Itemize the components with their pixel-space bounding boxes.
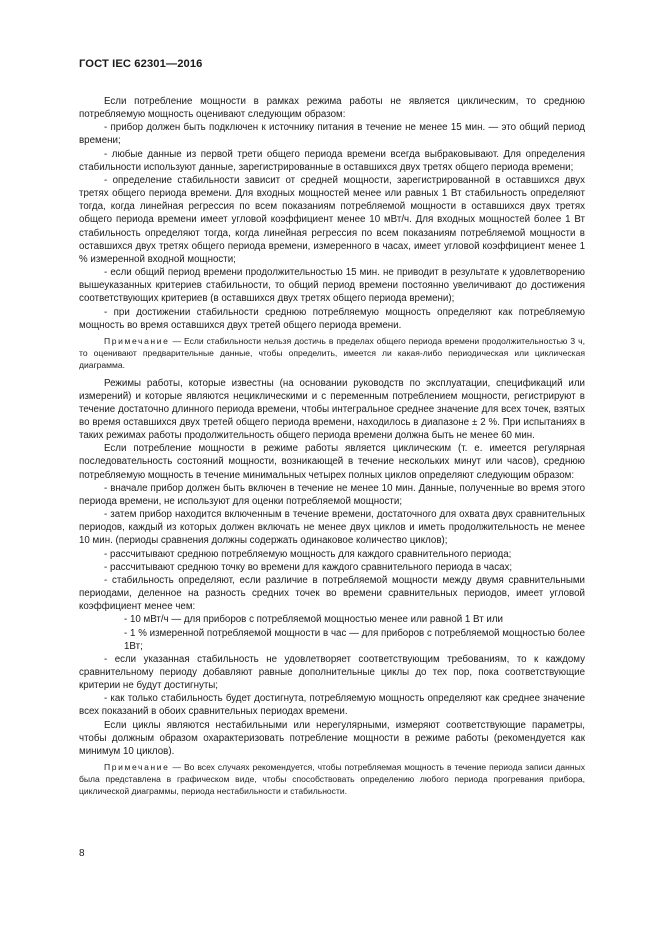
note-text: — Во всех случаях рекомендуется, чтобы потребляемая мощность в течение периода записи данных была представлена в графическом виде, чтобы способствовать определению любого периода прогревания прибора, циклической диаграммы, периода нестабильности и стабильности.: [79, 762, 585, 796]
document-body: [79, 95, 585, 798]
list-item: - рассчитывают среднюю точку во времени для каждого сравнительного периода в часах;: [104, 561, 513, 573]
paragraph: Если потребление мощности в режиме работы является циклическим (т. е. имеется регулярная последовательность состояний мощности, возникающей в течение нескольких минут или часов), среднюю потребляемую мощность в течение минимальных четырех полных циклов определяют следующим образом:: [79, 443, 585, 481]
list-item: - прибор должен быть подключен к источнику питания в течение не менее 15 мин. — это общий период времени;: [79, 122, 585, 147]
note-2: [79, 762, 585, 798]
list-item: - при достижении стабильности среднюю потребляемую мощность определяют как потребляемую мощность во время оставшихся двух третей общего периода времени.: [79, 306, 585, 331]
list-item: - любые данные из первой трети общего периода времени всегда выбраковывают. Для определения стабильности используют данные, зарегистрированные в оставшихся двух третях общего периода времени;: [79, 148, 585, 173]
list-item: - затем прибор находится включенным в течение времени, достаточного для охвата двух сравнительных периодов, каждый из которых должен включать не менее двух циклов и иметь продолжительность не менее 10 мин. (периоды сравнения должны содержать одинаковое количество циклов);: [79, 509, 585, 547]
list-item: - определение стабильности зависит от средней мощности, зарегистрированной в оставшихся двух третях общего периода времени. Для входных мощностей менее или равных 1 Вт стабильность определяют тогда, когда линейная регрессия по всем показаниям потребляемой мощности в оставшихся двух третях общего периода времени имеет угловой коэффициент менее 10 мВт/ч. Для входных мощностей более 1 Вт стабильность определяют тогда, когда линейная регрессия по всем показаниям потребляемой мощности в оставшихся двух третях общего периода времени, измеренного в часах, имеет угловой коэффициент менее 1 % измеренной входной мощности;: [79, 174, 585, 265]
page-number: 8: [79, 848, 85, 859]
note-text: — Если стабильности нельзя достичь в пределах общего периода времени продолжительностью 3 ч, то оценивают предварительные данные, чтобы определить, имеется ли какая-либо периодическая или циклическая диаграмма.: [79, 335, 585, 370]
note-1: [79, 336, 585, 372]
note-label: Примечание: [104, 335, 170, 346]
sub-list-item: - 1 % измеренной потребляемой мощности в час — для приборов с потребляемой мощностью более 1Вт;: [124, 627, 585, 652]
paragraph: Если циклы являются нестабильными или нерегулярными, измеряют соответствующие параметры, чтобы должным образом охарактеризовать потребление мощности в режиме работы (рекомендуется как минимум 10 циклов).: [79, 719, 585, 757]
list-item: - если общий период времени продолжительностью 15 мин. не приводит в результате к удовлетворению вышеуказанных критериев стабильности, то общий период времени постоянно увеличивают до достижения соответствующих критериев (в оставшихся двух третях общего периода времени);: [79, 267, 585, 305]
list-item: - вначале прибор должен быть включен в течение не менее 10 мин. Данные, полученные во время этого периода времени, не используют для оценки потребляемой мощности;: [79, 482, 585, 507]
document-header: ГОСТ IEC 62301—2016: [79, 58, 203, 70]
sub-list-item: - 10 мВт/ч — для приборов с потребляемой мощностью менее или равной 1 Вт или: [124, 614, 503, 626]
list-item: - как только стабильность будет достигнута, потребляемую мощность определяют как среднее значение всех показаний в обоих сравнительных периодах времени.: [79, 693, 585, 718]
list-item: - стабильность определяют, если различие в потребляемой мощности между двумя сравнительными периодами, деленное на разность средних точек во времени сравнительных периодов, имеет угловой коэффициент менее чем:: [79, 574, 585, 613]
paragraph: Режимы работы, которые известны (на основании руководств по эксплуатации, спецификаций или измерений) и которые являются нециклическими и с переменным потреблением мощности, регистрируют в течение достаточно длинного периода времени, чтобы интегральное среднее значение для всех точек, взятых во время оставшихся двух третей общего периода времени, находилось в диапазоне ± 2 %. При испытаниях в таких режимах работы продолжительность общего периода времени должна быть не менее 60 мин.: [79, 377, 585, 442]
list-item: - рассчитывают среднюю потребляемую мощность для каждого сравнительного периода;: [104, 548, 512, 560]
note-label: Примечание: [104, 762, 170, 773]
paragraph: Если потребление мощности в рамках режима работы не является циклическим, то среднюю потребляемую мощность оценивают следующим образом:: [79, 96, 585, 121]
list-item: - если указанная стабильность не удовлетворяет соответствующим требованиям, то к каждому сравнительному периоду добавляют равные дополнительные циклы до тех пор, пока соответствующие критерии не будут достигнуты;: [79, 653, 585, 692]
